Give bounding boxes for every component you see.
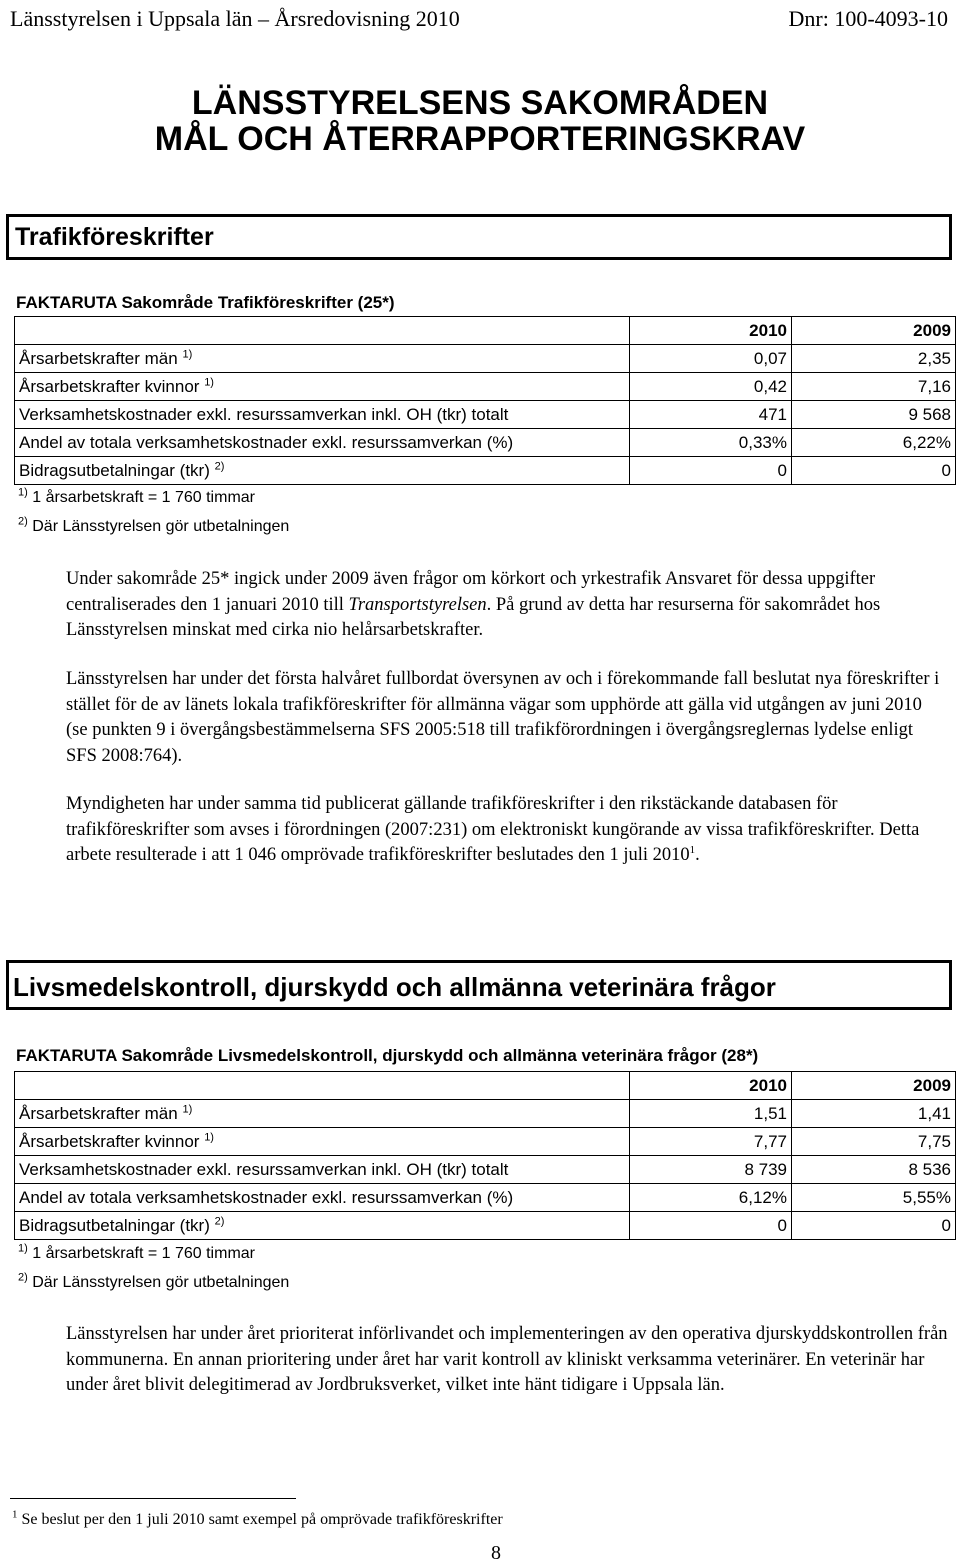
table-footnote: $^{2)}$ Där Länsstyrelsen gör utbetalningen [18,515,290,535]
page-footnote: $^1$ Se beslut per den 1 juli 2010 samt exempel på omprövade trafikföreskrifter [12,1508,503,1528]
row-label: Bidragsutbetalningar (tkr) $^{2)}$ [15,1212,630,1240]
value-2010: 1,51 [630,1100,792,1128]
value-2009: 2,35 [792,345,956,373]
row-label: Årsarbetskrafter män $^{1)}$ [15,345,630,373]
table-row [15,373,956,401]
value-2009: 6,22% [792,429,956,457]
table-row [15,401,956,429]
table-header-row [15,317,956,345]
value-2009: 0 [792,1212,956,1240]
paragraph: Länsstyrelsen har under året prioriterat införlivandet och implementeringen av den operativa djurskyddskontrollen från kommunerna. En annan prioritering under året har varit kontroll av kliniskt verksamma veterinärer. En veterinär har under året blivit delegitimerad av Jordbruksverket, vilket inte hänt tidigare i Uppsala län. [66,1324,948,1395]
fact-table [14,316,956,485]
row-label: Andel av totala verksamhetskostnader exkl. resurssamverkan (%) [15,1184,630,1212]
header-left: Länsstyrelsen i Uppsala län – Årsredovisning 2010 [10,6,460,31]
paragraph: Under sakområde 25* ingick under 2009 även frågor om körkort och yrkestrafik Ansvaret för dessa uppgifter centraliserades den 1 januari 2010 till Transportstyrelsen. På grund av detta har resurserna för sakområdet hos Länsstyrelsen minskat med cirka nio helårsarbetskrafter. [66,569,881,640]
table-row [15,1156,956,1184]
fact-box-caption: FAKTARUTA Sakområde Trafikföreskrifter (25*) [16,293,395,312]
table-footnote: $^{1)}$ 1 årsarbetskraft = 1 760 timmar [18,1242,255,1262]
table-header-blank [15,1072,630,1100]
fact-box-caption: FAKTARUTA Sakområde Livsmedelskontroll, djurskydd och allmänna veterinära frågor (28*) [16,1046,759,1065]
row-label: Andel av totala verksamhetskostnader exkl. resurssamverkan (%) [15,429,630,457]
row-label: Årsarbetskrafter kvinnor $^{1)}$ [15,373,630,401]
value-2009: 1,41 [792,1100,956,1128]
paragraph: Länsstyrelsen har under det första halvåret fullbordat översynen av och i förekommande fall beslutat nya föreskrifter i stället för de av länets lokala trafikföreskrifter för allmänna vägar som upphörde att gälla vid utgången av juni 2010 (se punkten 9 i övergångsbestämmelserna SFS 2005:518 till trafikförordningen i övergångsreglernas lydelse enligt SFS 2008:764). [66,669,940,766]
value-2010: 0 [630,1212,792,1240]
table-footnote: $^{1)}$ 1 årsarbetskraft = 1 760 timmar [18,486,255,506]
page-title-line1: LÄNSSTYRELSENS SAKOMRÅDEN [191,84,769,122]
table-row [15,429,956,457]
value-2010: 0,07 [630,345,792,373]
table-row [15,1100,956,1128]
section-heading-livsmedelskontroll: Livsmedelskontroll, djurskydd och allmänna veterinära frågor [6,960,952,1010]
table-footnote: $^{2)}$ Där Länsstyrelsen gör utbetalningen [18,1271,290,1291]
table-row [15,345,956,373]
year-header: 2009 [792,1072,956,1100]
footnote-reference: 1 [689,843,696,856]
value-2009: 8 536 [792,1156,956,1184]
page-number: 8 [491,1542,501,1564]
footnote-separator [10,1498,296,1499]
fact-table [14,1071,956,1240]
row-label: Verksamhetskostnader exkl. resurssamverkan inkl. OH (tkr) totalt [15,1156,630,1184]
value-2010: 6,12% [630,1184,792,1212]
year-header: 2010 [630,317,792,345]
value-2010: 0 [630,457,792,485]
row-label: Bidragsutbetalningar (tkr) $^{2)}$ [15,457,630,485]
row-label: Verksamhetskostnader exkl. resurssamverkan inkl. OH (tkr) totalt [15,401,630,429]
paragraph: Myndigheten har under samma tid publicerat gällande trafikföreskrifter i den rikstäckande databasen för trafikföreskrifter som avses i förordningen (2007:231) om elektroniskt kungörande av vissa trafikföreskrifter. Detta arbete resulterade i att 1 046 omprövade trafikföreskrifter beslutades den 1 juli 2010$^1$. [66,794,920,865]
table-header-blank [15,317,630,345]
value-2010: 7,77 [630,1128,792,1156]
row-label: Årsarbetskrafter män $^{1)}$ [15,1100,630,1128]
table-header-row [15,1072,956,1100]
header-document-number: Dnr: 100-4093-10 [788,6,948,31]
value-2009: 5,55% [792,1184,956,1212]
section-heading-trafikforeskrifter: Trafikföreskrifter [6,214,952,260]
value-2009: 7,75 [792,1128,956,1156]
year-header: 2009 [792,317,956,345]
value-2009: 0 [792,457,956,485]
value-2010: 0,42 [630,373,792,401]
value-2010: 471 [630,401,792,429]
table-row [15,1212,956,1240]
table-row [15,1184,956,1212]
page-title-line2: MÅL OCH ÅTERRAPPORTERINGSKRAV [154,120,806,158]
value-2009: 9 568 [792,401,956,429]
row-label: Årsarbetskrafter kvinnor $^{1)}$ [15,1128,630,1156]
table-row [15,1128,956,1156]
value-2010: 0,33% [630,429,792,457]
table-row [15,457,956,485]
value-2010: 8 739 [630,1156,792,1184]
value-2009: 7,16 [792,373,956,401]
year-header: 2010 [630,1072,792,1100]
